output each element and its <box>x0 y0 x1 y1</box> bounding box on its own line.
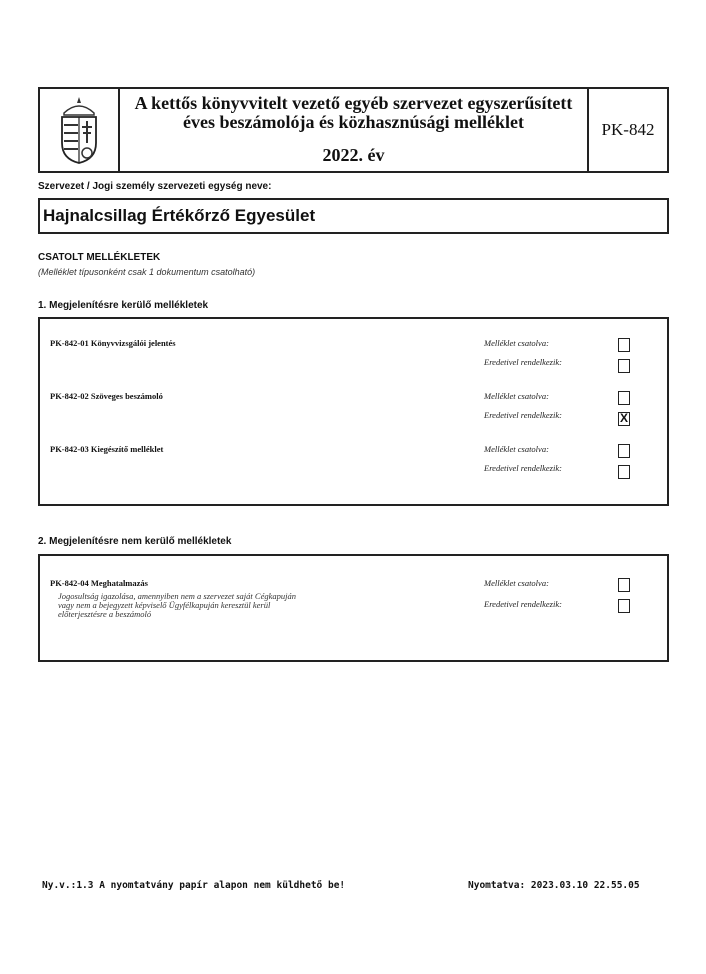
attachments-heading: CSATOLT MELLÉKLETEK <box>38 252 161 263</box>
crest-cell <box>40 89 120 171</box>
title-line-1: A kettős könyvvitelt vezető egyéb szervezet egyszerűsített <box>134 93 573 113</box>
form-header <box>38 87 669 173</box>
attached-label: Melléklet csatolva: <box>484 391 549 401</box>
description-line: előterjesztésre a beszámoló <box>58 609 152 619</box>
attached-label: Melléklet csatolva: <box>484 578 549 588</box>
original-label: Eredetivel rendelkezik: <box>484 599 562 609</box>
footer-printed-timestamp: Nyomtatva: 2023.03.10 22.55.05 <box>468 880 640 891</box>
original-label: Eredetivel rendelkezik: <box>484 410 562 420</box>
attached-checkbox[interactable] <box>618 391 630 405</box>
original-checkbox[interactable]: X <box>619 411 628 425</box>
attachment-title: PK-842-03 Kiegészítő melléklet <box>50 444 164 454</box>
attached-checkbox[interactable] <box>618 444 630 458</box>
organization-label: Szervezet / Jogi személy szervezeti egység neve: <box>38 181 272 192</box>
form-year: 2022. év <box>322 145 385 165</box>
section-2-box <box>38 554 669 662</box>
section-1-box <box>38 317 669 506</box>
attached-checkbox[interactable] <box>618 578 630 592</box>
attached-checkbox[interactable] <box>618 338 630 352</box>
form-code: PK-842 <box>601 120 655 139</box>
original-checkbox[interactable] <box>618 465 630 479</box>
original-checkbox[interactable] <box>618 359 630 373</box>
organization-name-field[interactable]: Hajnalcsillag Értékőrző Egyesület <box>38 198 669 234</box>
attachment-title: PK-842-04 Meghatalmazás <box>50 578 148 588</box>
description-line: vagy nem a bejegyzett képviselő Ügyfélkapuján keresztül kerül <box>58 600 271 610</box>
attachment-title: PK-842-02 Szöveges beszámoló <box>50 391 163 401</box>
title-line-2: éves beszámolója és közhasznúsági melléklet <box>183 112 524 132</box>
original-checkbox[interactable] <box>618 599 630 613</box>
attachments-note: (Melléklet típusonként csak 1 dokumentum csatolható) <box>38 267 256 277</box>
original-label: Eredetivel rendelkezik: <box>484 357 562 367</box>
attached-label: Melléklet csatolva: <box>484 444 549 454</box>
description-line: Jogosultság igazolása, amennyiben nem a szervezet saját Cégkapuján <box>58 591 296 601</box>
attachment-description <box>58 592 398 619</box>
coat-of-arms-icon <box>56 95 102 165</box>
section-1-title: 1. Megjelenítésre kerülő mellékletek <box>38 300 209 311</box>
attached-label: Melléklet csatolva: <box>484 338 549 348</box>
original-label: Eredetivel rendelkezik: <box>484 463 562 473</box>
section-2-title: 2. Megjelenítésre nem kerülő mellékletek <box>38 536 232 547</box>
attachment-title: PK-842-01 Könyvvizsgálói jelentés <box>50 338 176 348</box>
form-title <box>120 89 589 171</box>
footer-version-note: Ny.v.:1.3 A nyomtatvány papír alapon nem küldhető be! <box>42 880 346 891</box>
